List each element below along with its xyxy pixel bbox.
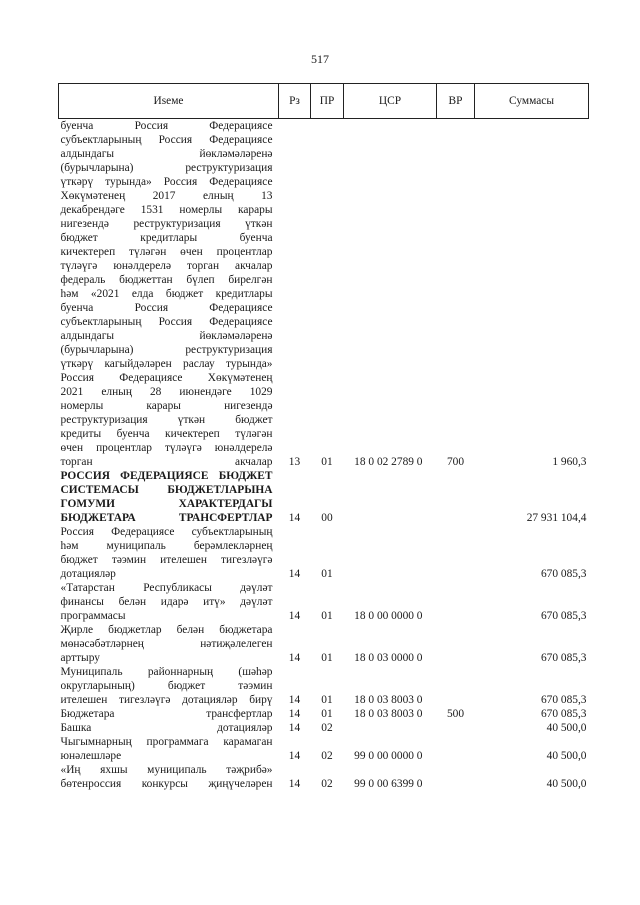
row-name-line: өчен процентлар түләүгә юнәлдерелә — [60, 442, 273, 454]
row-name-line: бюджет кредитлары буенча — [60, 232, 273, 244]
table-row — [59, 525, 589, 581]
row-name-line: алдындагы йөкләмәләренә — [60, 330, 273, 342]
row-name-line: буенча Россия Федерациясе — [60, 120, 273, 132]
row-sum: 670 085,3 — [540, 694, 587, 706]
row-rz: 14 — [288, 652, 301, 664]
table-row — [59, 623, 589, 665]
header-rz: Рз — [279, 84, 311, 119]
row-name-line: буенча Россия Федерациясе — [60, 302, 273, 314]
row-name — [59, 735, 279, 763]
row-name-line: РОССИЯ ФЕДЕРАЦИЯСЕ БЮДЖЕТ — [60, 470, 273, 482]
row-name-line: үткәрү кагыйдәләрен раслау турында» — [60, 358, 273, 370]
row-pr: 01 — [321, 652, 333, 664]
row-name-line: дотацияләр — [60, 568, 116, 580]
row-name-line: субъектларының Россия Федерациясе — [60, 134, 273, 146]
row-pr: 01 — [321, 708, 333, 720]
row-rz: 14 — [288, 750, 301, 762]
row-vr — [437, 623, 475, 665]
row-csr — [344, 119, 437, 274]
row-csr: 99 0 00 0000 0 — [354, 750, 423, 762]
row-name-line: (бурычларына) реструктуризация — [60, 344, 273, 356]
row-sum: 670 085,3 — [540, 652, 587, 664]
row-name-line: реструктуризация үткән бюджет — [60, 414, 273, 426]
row-name-line: ГОМУМИ ХАРАКТЕРДАГЫ — [60, 498, 273, 510]
row-vr — [437, 469, 475, 525]
table-row — [59, 273, 589, 469]
row-csr: 18 0 02 2789 0 — [354, 456, 423, 468]
row-name — [59, 581, 279, 623]
row-name-line: кичектереп түләгән өчен процентлар — [60, 246, 273, 258]
row-name-line: Бюджетара трансфертлар — [60, 708, 273, 720]
row-sum: 40 500,0 — [546, 778, 587, 790]
row-name-line: Хөкүмәтенең 2017 елның 13 — [60, 190, 273, 202]
budget-table — [58, 83, 589, 791]
row-vr — [437, 721, 475, 735]
row-name-line: Башка дотацияләр — [60, 722, 273, 734]
row-name-line: Чыгымнарның программага карамаган — [60, 736, 273, 748]
row-vr — [437, 735, 475, 763]
table-row — [59, 469, 589, 525]
row-sum: 670 085,3 — [540, 568, 587, 580]
row-name-line: субъектларының Россия Федерациясе — [60, 316, 273, 328]
row-pr: 02 — [321, 750, 333, 762]
row-vr: 700 — [446, 456, 465, 468]
row-name-line: һәм «2021 елда бюджет кредитлары — [60, 288, 273, 300]
row-vr — [437, 581, 475, 623]
row-sum: 670 085,3 — [540, 610, 587, 622]
row-name-line: федераль бюджеттан бүлеп бирелгән — [60, 274, 273, 286]
row-rz: 14 — [288, 694, 301, 706]
row-name-line: (бурычларына) реструктуризация — [60, 162, 273, 174]
page-number: 517 — [311, 52, 329, 66]
table-header-row — [59, 84, 589, 119]
row-csr: 18 0 03 8003 0 — [354, 708, 423, 720]
row-name — [59, 665, 279, 707]
row-name-line: декабрендәге 1531 номерлы карары — [60, 204, 273, 216]
row-pr: 01 — [321, 568, 333, 580]
row-rz: 13 — [288, 456, 301, 468]
row-pr — [311, 119, 344, 274]
row-name-line: арттыру — [60, 652, 100, 664]
row-csr: 18 0 00 0000 0 — [354, 610, 423, 622]
table-row — [59, 721, 589, 735]
header-pr: ПР — [311, 84, 344, 119]
row-name-line: үткәрү турында» Россия Федерациясе — [60, 176, 273, 188]
table-row — [59, 707, 589, 721]
row-pr: 01 — [321, 456, 333, 468]
row-name-line: алдындагы йөкләмәләренә — [60, 148, 273, 160]
header-sum: Суммасы — [475, 84, 589, 119]
header-csr: ЦСР — [344, 84, 437, 119]
row-name — [59, 273, 279, 469]
table-row — [59, 763, 589, 791]
row-sum: 40 500,0 — [546, 750, 587, 762]
row-csr — [344, 721, 437, 735]
row-name-line: Россия Федерациясе субъектларының — [60, 526, 273, 538]
row-csr: 18 0 03 8003 0 — [354, 694, 423, 706]
row-csr — [344, 525, 437, 581]
row-name — [59, 525, 279, 581]
row-name-line: СИСТЕМАСЫ БЮДЖЕТЛАРЫНА — [60, 484, 273, 496]
row-name-line: БЮДЖЕТАРА ТРАНСФЕРТЛАР — [60, 512, 273, 524]
row-vr — [437, 119, 475, 274]
row-name-line: торган акчалар — [60, 456, 273, 468]
row-pr: 02 — [321, 722, 333, 734]
row-sum: 40 500,0 — [546, 722, 587, 734]
row-csr: 18 0 03 0000 0 — [354, 652, 423, 664]
row-csr: 99 0 00 6399 0 — [354, 778, 423, 790]
row-name — [59, 763, 279, 791]
table-row — [59, 581, 589, 623]
row-sum: 1 960,3 — [552, 456, 587, 468]
row-rz: 14 — [288, 610, 301, 622]
row-vr: 500 — [446, 708, 465, 720]
row-name-line: Россия Федерациясе Хөкүмәтенең — [60, 372, 273, 384]
row-rz: 14 — [288, 708, 301, 720]
row-rz — [279, 119, 311, 274]
row-name-line: «Иң яхшы муниципаль тәҗрибә» — [60, 764, 273, 776]
row-name-line: номерлы карары нигезендә — [60, 400, 273, 412]
row-name-line: ителешен тигезләүгә дотацияләр бирү — [60, 694, 273, 706]
row-name-line: бөтенроссия конкурсы җиңүчеләрен — [60, 778, 273, 790]
row-name-line: түләүгә юнәлдерелә торган акчалар — [60, 260, 273, 272]
row-name-line: Муниципаль районнарның (шәһәр — [60, 666, 273, 678]
row-name-line: һәм муниципаль берәмлекләрнең — [60, 540, 273, 552]
row-csr — [344, 469, 437, 525]
row-name-line: Җирле бюджетлар белән бюджетара — [60, 624, 273, 636]
table-row — [59, 735, 589, 763]
row-name-line: юнәлешләре — [60, 750, 122, 762]
row-name-line: «Татарстан Республикасы дәүләт — [60, 582, 273, 594]
row-vr — [437, 763, 475, 791]
row-sum: 670 085,3 — [540, 708, 587, 720]
row-name — [59, 623, 279, 665]
row-rz: 14 — [288, 512, 301, 524]
row-sum — [475, 119, 589, 274]
row-rz: 14 — [288, 778, 301, 790]
table-row — [59, 119, 589, 274]
row-vr — [437, 665, 475, 707]
row-name — [59, 707, 279, 721]
row-name-line: бюджет тәэмин ителешен тигезләүгә — [60, 554, 273, 566]
table-row — [59, 665, 589, 707]
row-name — [59, 469, 279, 525]
table-body — [59, 119, 589, 792]
row-sum: 27 931 104,4 — [526, 512, 587, 524]
row-rz: 14 — [288, 722, 301, 734]
header-name: Иseме — [59, 84, 279, 119]
row-pr: 00 — [321, 512, 333, 524]
header-vr: ВР — [437, 84, 475, 119]
row-name-line: 2021 елның 28 июнендәге 1029 — [60, 386, 273, 398]
row-name-line: нигезендә реструктуризация үткән — [60, 218, 273, 230]
row-name — [59, 119, 279, 274]
row-name-line: мөнәсәбәтләрнең нәтиҗәлелеген — [60, 638, 273, 650]
row-name-line: округларының) бюджет тәэмин — [60, 680, 273, 692]
row-name — [59, 721, 279, 735]
row-vr — [437, 525, 475, 581]
row-name-line: кредиты буенча кичектереп түләгән — [60, 428, 273, 440]
row-name-line: финансы белән идарә итү» дәүләт — [60, 596, 273, 608]
row-pr: 01 — [321, 610, 333, 622]
row-name-line: программасы — [60, 610, 126, 622]
row-pr: 01 — [321, 694, 333, 706]
row-rz: 14 — [288, 568, 301, 580]
row-pr: 02 — [321, 778, 333, 790]
